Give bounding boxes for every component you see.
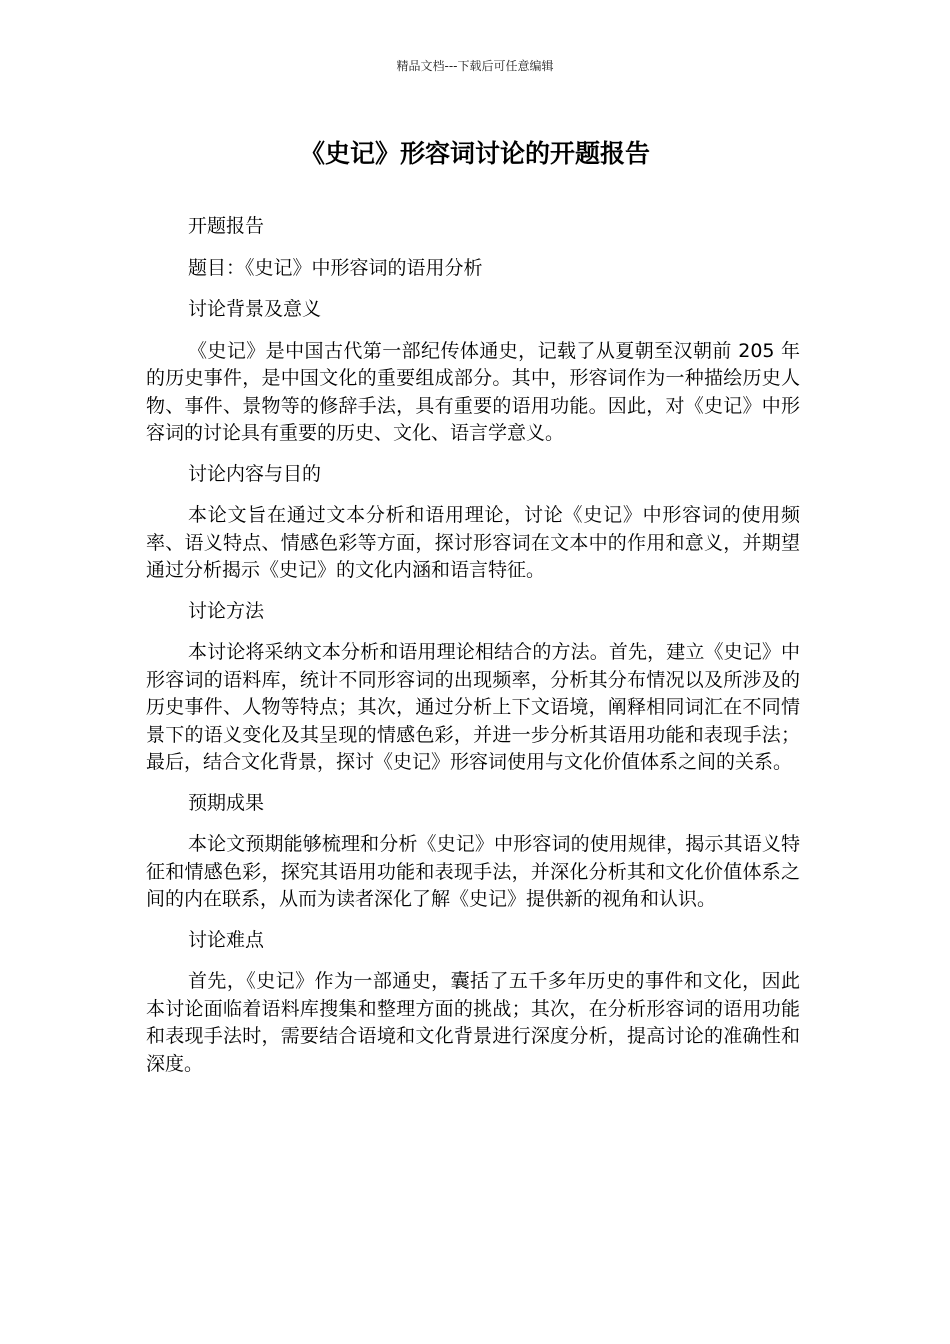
section-body-background: 《史记》是中国古代第一部纪传体通史，记载了从夏朝至汉朝前 205 年的历史事件，是中国文化的重要组成部分。其中，形容词作为一种描绘历史人物、事件、景物等的修辞手法，具有重要的语用功能。因此，对《史记》中形容词的讨论具有重要的历史、文化、语言学意义。	[146, 339, 800, 444]
section-heading-method: 讨论方法	[188, 599, 265, 622]
section-heading-expected-results: 预期成果	[188, 791, 265, 814]
section-heading-background: 讨论背景及意义	[188, 298, 322, 320]
section-heading-difficulties: 讨论难点	[188, 928, 265, 951]
section-heading-content: 讨论内容与目的	[188, 462, 322, 485]
section-body-difficulties: 首先，《史记》作为一部通史，囊括了五千多年历史的事件和文化，因此本讨论面临着语料库搜集和整理方面的挑战；其次，在分析形容词的语用功能和表现手法时，需要结合语境和文化背景进行深度分析，提高讨论的准确性和深度。	[146, 970, 800, 1075]
document-title: 《史记》形容词讨论的开题报告	[299, 139, 650, 168]
report-label: 开题报告	[188, 215, 265, 237]
report-topic: 题目：《史记》中形容词的语用分析	[188, 256, 483, 279]
section-body-content: 本论文旨在通过文本分析和语用理论，讨论《史记》中形容词的使用频率、语义特点、情感色彩等方面，探讨形容词在文本中的作用和意义，并期望通过分析揭示《史记》的文化内涵和语言特征。	[146, 504, 800, 581]
page-header: 精品文档---下载后可任意编辑	[396, 59, 554, 73]
section-body-method: 本讨论将采纳文本分析和语用理论相结合的方法。首先，建立《史记》中形容词的语料库，统计不同形容词的出现频率，分析其分布情况以及所涉及的历史事件、人物等特点；其次，通过分析上下文语境，阐释相同词汇在不同情景下的语义变化及其呈现的情感色彩，并进一步分析其语用功能和表现手法；最后，结合文化背景，探讨《史记》形容词使用与文化价值体系之间的关系。	[146, 641, 800, 773]
section-body-expected-results: 本论文预期能够梳理和分析《史记》中形容词的使用规律，揭示其语义特征和情感色彩，探究其语用功能和表现手法，并深化分析其和文化价值体系之间的内在联系，从而为读者深化了解《史记》提供新的视角和认识。	[146, 833, 800, 910]
document-body	[146, 213, 800, 1091]
